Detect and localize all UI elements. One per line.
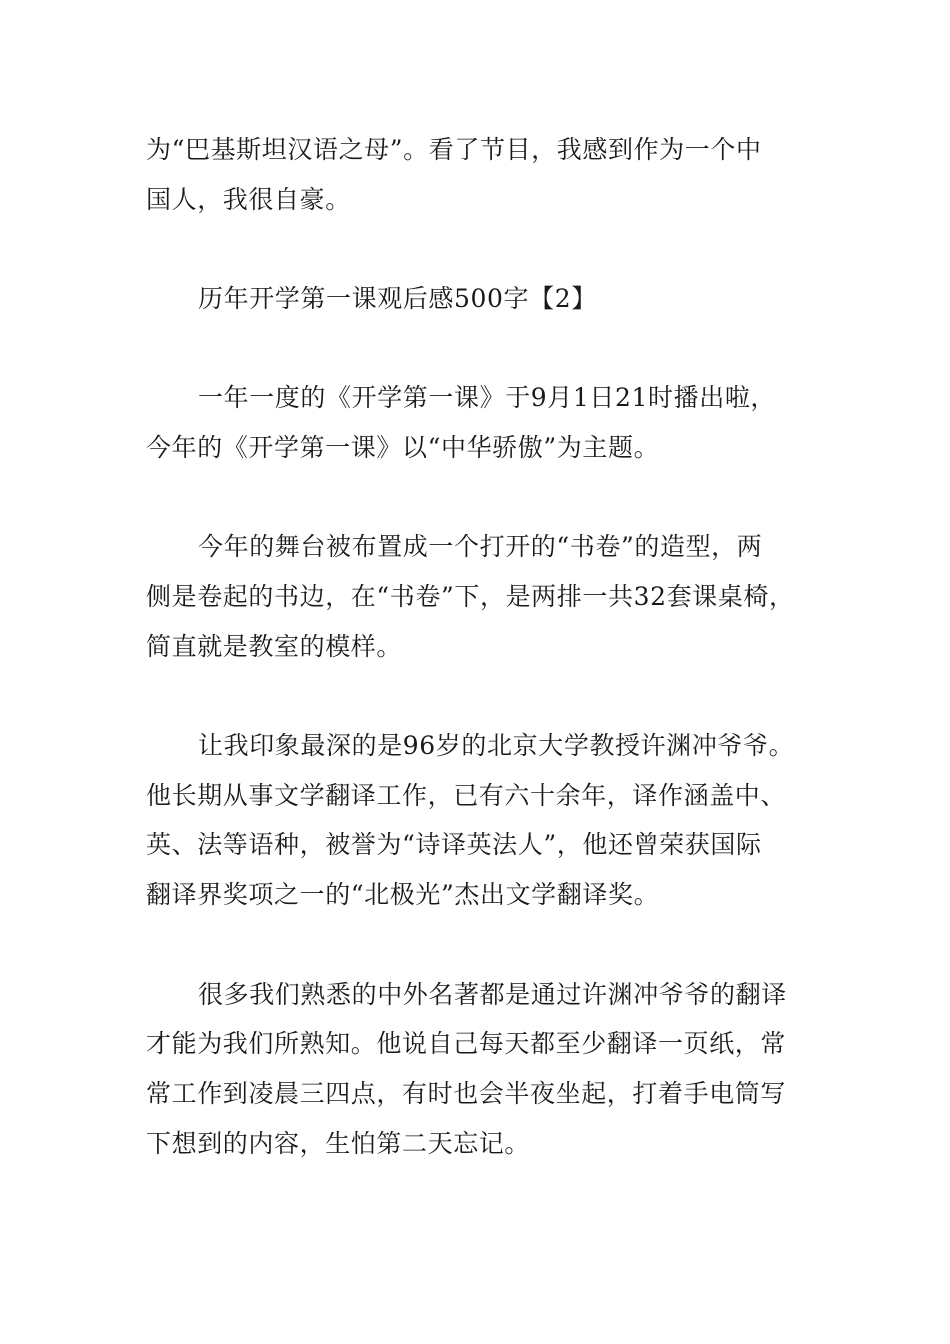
text-line: 国人，我很自豪。 [146, 185, 351, 214]
text-line: 很多我们熟悉的中外名著都是通过许渊冲爷爷的翻译 [198, 980, 787, 1009]
section-heading: 历年开学第一课观后感500字【2】 [198, 284, 597, 313]
text-line: 常工作到凌晨三四点，有时也会半夜坐起，打着手电筒写 [146, 1079, 787, 1108]
text-line: 他长期从事文学翻译工作，已有六十余年，译作涵盖中、 [146, 781, 787, 810]
text-line: 下想到的内容，生怕第二天忘记。 [146, 1129, 531, 1158]
text-line: 今年的《开学第一课》以“中华骄傲”为主题。 [146, 433, 660, 462]
text-line: 一年一度的《开学第一课》于9月1日21时播出啦， [198, 383, 777, 412]
text-line: 今年的舞台被布置成一个打开的“书卷”的造型，两 [198, 532, 763, 561]
text-line: 侧是卷起的书边，在“书卷”下，是两排一共32套课桌椅， [146, 582, 795, 611]
text-line: 为“巴基斯坦汉语之母”。看了节目，我感到作为一个中 [146, 135, 762, 164]
text-line: 才能为我们所熟知。他说自己每天都至少翻译一页纸，常 [146, 1029, 787, 1058]
text-line: 简直就是教室的模样。 [146, 632, 403, 661]
text-line: 翻译界奖项之一的“北极光”杰出文学翻译奖。 [146, 880, 660, 909]
text-line: 英、法等语种，被誉为“诗译英法人”，他还曾荣获国际 [146, 830, 762, 859]
text-line: 让我印象最深的是96岁的北京大学教授许渊冲爷爷。 [198, 731, 795, 760]
